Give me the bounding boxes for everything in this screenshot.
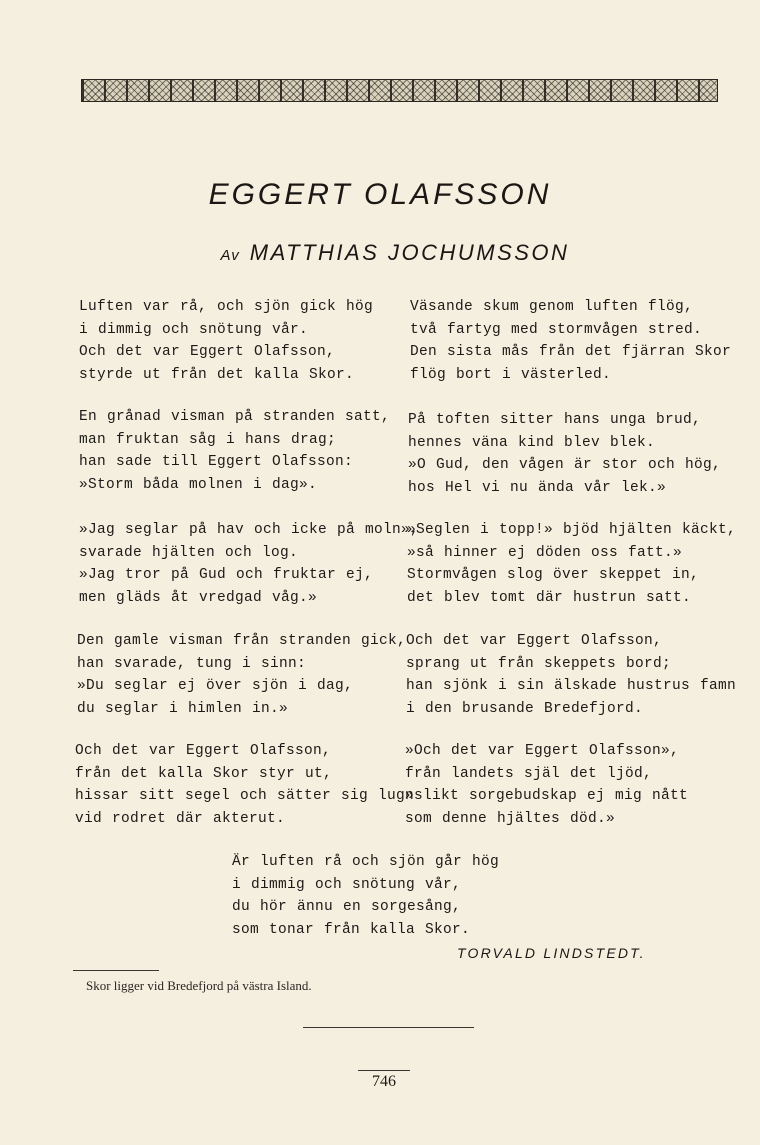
decorative-border-band	[81, 79, 718, 102]
verse-line: Och det var Eggert Olafsson,	[79, 344, 336, 360]
verse-line: från landets själ det ljöd,	[405, 765, 653, 782]
stanza-final	[232, 851, 499, 941]
stanza-left-2	[79, 406, 390, 496]
verse-line: Och det var Eggert Olafsson,	[75, 743, 332, 759]
stanza-right-4	[406, 630, 736, 720]
verse-line: »O Gud, den vågen är stor och hög,	[408, 457, 722, 473]
verse-line: i den brusande Bredefjord.	[406, 700, 644, 717]
verse-line: »Storm båda molnen i dag».	[79, 476, 318, 493]
page-number-rule	[358, 1070, 410, 1071]
translator-signature: TORVALD LINDSTEDT.	[457, 945, 646, 961]
verse-line: »Du seglar ej över sjön i dag,	[77, 678, 354, 694]
verse-line: styrde ut från det kalla Skor.	[79, 366, 355, 383]
stanza-right-5	[405, 740, 688, 830]
stanza-left-3	[79, 519, 419, 609]
verse-line: det blev tomt där hustrun satt.	[407, 589, 692, 606]
byline	[0, 240, 760, 266]
verse-line: »Jag tror på Gud och fruktar ej,	[79, 567, 374, 583]
verse-line: »så hinner ej döden oss fatt.»	[407, 544, 683, 561]
verse-line: i dimmig och snötung vår,	[232, 876, 462, 893]
stanza-left-1	[79, 296, 373, 386]
verse-line: två fartyg med stormvågen stred.	[410, 321, 703, 338]
verse-line: han svarade, tung i sinn:	[77, 655, 307, 672]
stanza-right-1	[410, 296, 731, 386]
poem-title: EGGERT OLAFSSON	[208, 178, 552, 211]
footnote-divider	[73, 970, 159, 971]
verse-line: Väsande skum genom luften flög,	[410, 299, 694, 315]
end-divider	[303, 1027, 474, 1028]
verse-line: som denne hjältes död.»	[405, 810, 616, 827]
verse-line: Den gamle visman från stranden gick,	[77, 633, 407, 649]
verse-line: i dimmig och snötung vår.	[79, 321, 309, 338]
verse-line: man fruktan såg i hans drag;	[79, 431, 337, 448]
verse-line: sprang ut från skeppets bord;	[406, 655, 672, 672]
stanza-left-5	[75, 740, 414, 830]
verse-line: han sade till Eggert Olafsson:	[79, 454, 354, 470]
stanza-right-3	[407, 519, 736, 609]
footnote: Skor ligger vid Bredefjord på västra Island.	[86, 978, 312, 993]
verse-line: »Och det var Eggert Olafsson»,	[405, 743, 680, 759]
byline-prefix: Av	[220, 247, 240, 264]
verse-line: han sjönk i sin älskade hustrus famn	[406, 678, 737, 694]
page-number: 746	[372, 1073, 396, 1090]
verse-line: flög bort i västerled.	[410, 366, 612, 383]
stanza-left-4	[77, 630, 406, 720]
verse-line: som tonar från kalla Skor.	[232, 921, 471, 938]
verse-line: »Seglen i topp!» bjöd hjälten käckt,	[407, 522, 737, 538]
verse-line: från det kalla Skor styr ut,	[75, 765, 333, 782]
author-name: MATTHIAS JOCHUMSSON	[249, 240, 570, 265]
verse-line: du hör ännu en sorgesång,	[232, 899, 462, 915]
verse-line: På toften sitter hans unga brud,	[408, 412, 702, 428]
verse-line: »slikt sorgebudskap ej mig nått	[405, 788, 689, 804]
verse-line: »Jag seglar på hav och icke på moln»,	[79, 522, 420, 538]
verse-line: du seglar i himlen in.»	[77, 700, 289, 717]
stanza-right-2	[408, 409, 721, 499]
verse-line: Stormvågen slog över skeppet in,	[407, 567, 700, 583]
verse-line: Och det var Eggert Olafsson,	[406, 633, 663, 649]
verse-line: Luften var rå, och sjön gick hög	[79, 299, 374, 315]
verse-line: hissar sitt segel och sätter sig lugn	[75, 788, 415, 804]
verse-line: hos Hel vi nu ända vår lek.»	[408, 479, 667, 496]
verse-line: Den sista mås från det fjärran Skor	[410, 344, 732, 360]
verse-line: Är luften rå och sjön går hög	[232, 854, 500, 870]
verse-line: vid rodret där akterut.	[75, 810, 286, 827]
verse-line: svarade hjälten och log.	[79, 544, 299, 561]
verse-line: hennes väna kind blev blek.	[408, 434, 656, 451]
verse-line: men gläds åt vredgad våg.»	[79, 589, 318, 606]
verse-line: En grånad visman på stranden satt,	[79, 409, 391, 425]
